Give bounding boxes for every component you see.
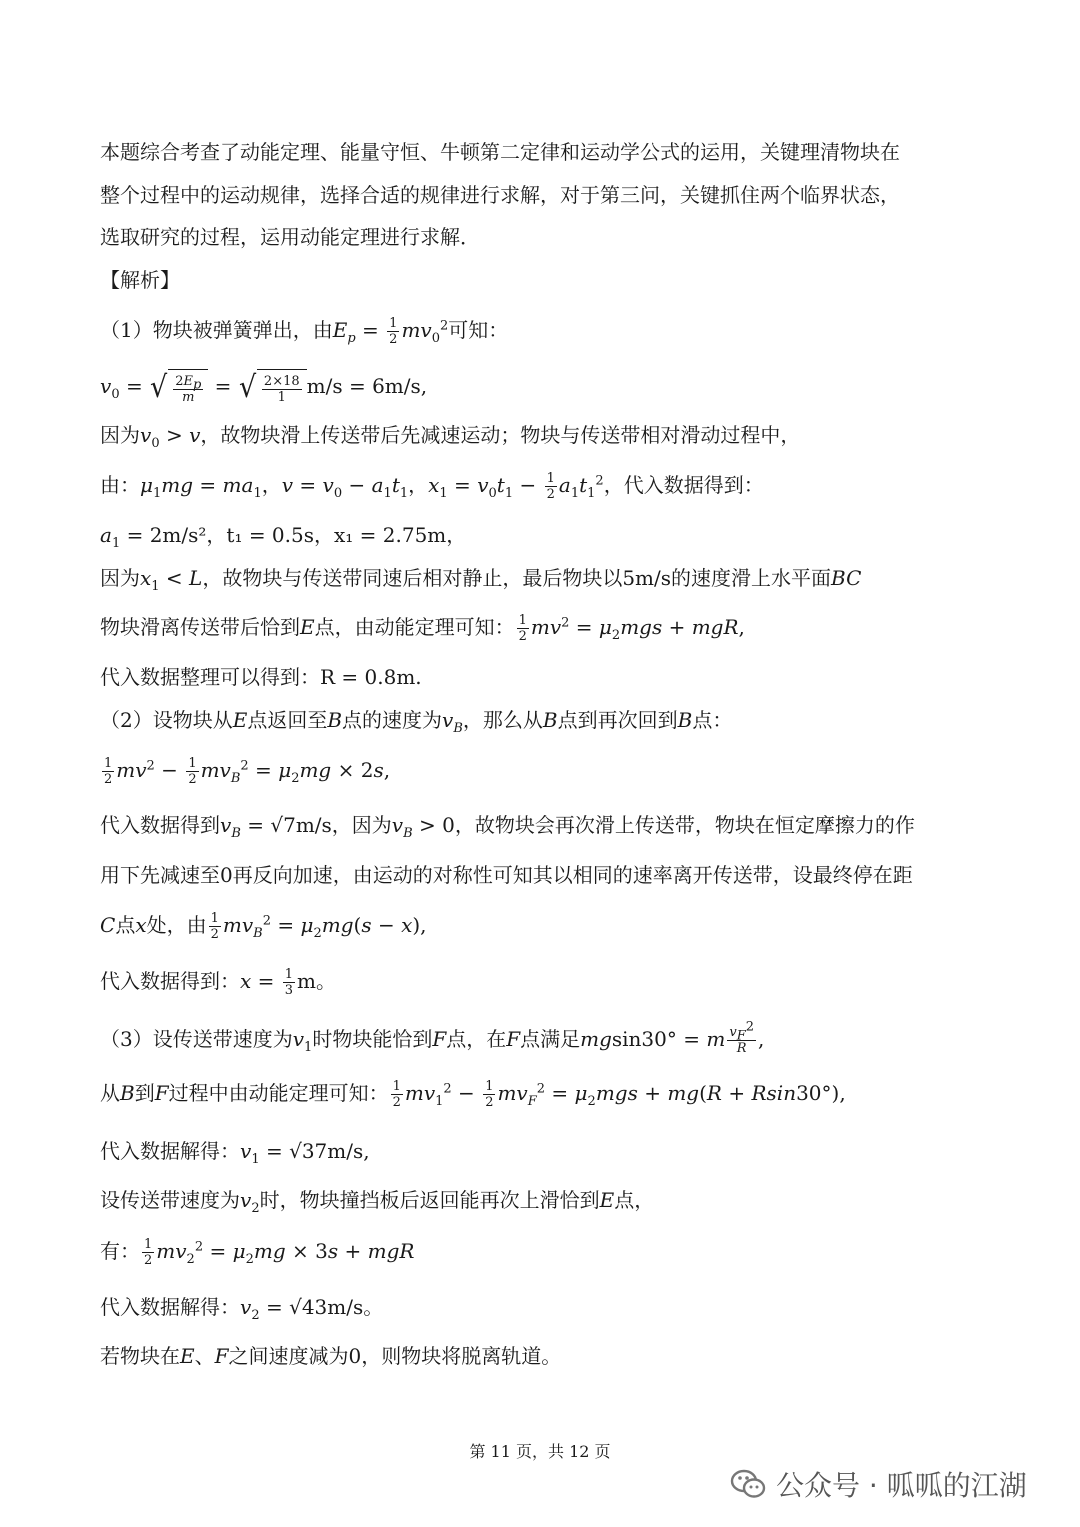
solution-part3-intro: （3）设传送带速度为$v_1$时物块能恰到F点，在F点满足mgsin30° = m $\frac{v_F^2}{R}$ , bbox=[100, 1019, 765, 1056]
text-line-2: 整个过程中的运动规律，选择合适的规律进行求解，对于第三问，关键抓住两个临界状态， bbox=[100, 183, 900, 207]
equation-v2: 有： $\frac{1}{2}$ $mv_2^2 = \mu_2mg \times 3s$ + mgR bbox=[100, 1237, 415, 1268]
equation-friction: 由：$\mu_1mg = ma_1$，$v = v_0 - a_1t_1$，$x_1 = v_0t_1$ − $\frac{1}{2}$ $a_1t_1^2$，代入数据得到： bbox=[100, 471, 764, 502]
text-line-3: 选取研究的过程，运用动能定理进行求解． bbox=[100, 225, 480, 249]
solution-part1-intro: （1）物块被弹簧弹出，由$E_p$ = $\frac{1}{2}$ $mv_0^2$可知： bbox=[100, 316, 509, 347]
solution-line-v2: 设传送带速度为$v_2$时，物块撞挡板后返回能再次上滑恰到E点， bbox=[100, 1188, 655, 1216]
result-a1-t1-x1: $a_1 = 2m/s^2$，t₁ = 0.5s，x₁ = 2.75m， bbox=[100, 523, 467, 551]
result-x: 代入数据得到：x = $\frac{1}{3}$ m。 bbox=[100, 967, 337, 998]
result-v2: 代入数据解得：$v_2 = √43m/s$。 bbox=[100, 1295, 384, 1323]
solution-part2-intro: （2）设物块从E点返回至B点的速度为$v_B$，那么从B点到再次回到B点： bbox=[100, 708, 733, 736]
solution-line-same-speed: 因为$x_1 < L$，故物块与传送带同速后相对静止，最后物块以5m/s的速度滑上水平面BC bbox=[100, 566, 862, 594]
equation-v0: $v_0$ = √ $\frac{2E_p}{m}$ = √ $\frac{2\times 18}{1}$ m/s = 6m/s, bbox=[100, 369, 428, 405]
result-R: 代入数据整理可以得到：R = 0.8m. bbox=[100, 665, 422, 689]
page-footer: 第 11 页，共 12 页 bbox=[469, 1442, 611, 1461]
text-line-symmetry: 用下先减速至0再反向加速，由运动的对称性可知其以相同的速率离开传送带，设最终停在距 bbox=[100, 863, 913, 887]
section-heading-jiexi: 【解析】 bbox=[100, 268, 180, 292]
equation-vB: $\frac{1}{2}$ $mv^2$ − $\frac{1}{2}$ $mv_B^2 = \mu_2mg \times 2s$, bbox=[104, 756, 391, 787]
equation-B-to-F: 从B到F过程中由动能定理可知： $\frac{1}{2}$ $mv_1^2$ − $\frac{1}{2}$ $mv_F^2 = \mu_2mgs + mg(R + Rsin30^\circ)$, bbox=[100, 1079, 846, 1110]
watermark bbox=[728, 1462, 1027, 1506]
wechat-icon bbox=[728, 1464, 768, 1504]
text-line-1: 本题综合考查了动能定理、能量守恒、牛顿第二定律和运动学公式的运用，关键理清物块在 bbox=[100, 140, 900, 164]
equation-energy-E: 物块滑离传送带后恰到E点，由动能定理可知： $\frac{1}{2}$ $mv^2 = \mu_2mgs$ + mgR, bbox=[100, 613, 745, 644]
result-v1: 代入数据解得：$v_1 = √37m/s$, bbox=[100, 1139, 370, 1167]
result-vB: 代入数据得到$v_B = √7m/s$，因为$v_B > 0$，故物块会再次滑上传送带，物块在恒定摩擦力的作 bbox=[100, 813, 915, 841]
watermark-text: 公众号 · 呱呱的江湖 bbox=[776, 1469, 1027, 1502]
text-line-conclusion: 若物块在E、F之间速度减为0，则物块将脱离轨道。 bbox=[100, 1344, 562, 1368]
equation-stop-distance: C点x处，由 $\frac{1}{2}$ $mv_B^2 = \mu_2mg(s - x)$, bbox=[100, 911, 427, 942]
solution-line-decelerate: 因为$v_0 > v$，故物块滑上传送带后先减速运动；物块与传送带相对滑动过程中， bbox=[100, 423, 801, 451]
